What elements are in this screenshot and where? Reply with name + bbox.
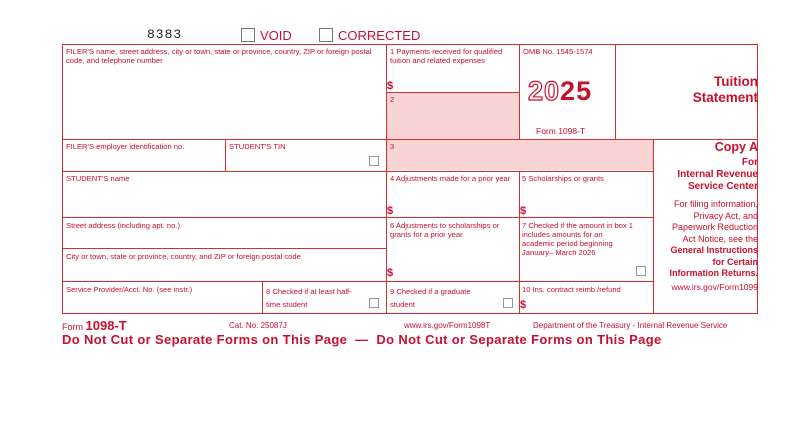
box1-input[interactable] <box>398 80 516 92</box>
copy-block <box>655 140 758 293</box>
box10-dollar: $ <box>520 299 527 311</box>
tax-year <box>528 76 592 107</box>
box10-label: 10 Ins. contract reimb./refund <box>522 285 621 294</box>
omb-number: OMB No. 1545-1574 <box>523 47 593 56</box>
box3-shade <box>387 140 653 170</box>
box2-label: 2 <box>390 95 395 104</box>
irs-line1: Internal Revenue <box>677 169 758 180</box>
gi-line2: for Certain <box>712 256 758 267</box>
student-tin-checkbox[interactable] <box>369 156 379 166</box>
street-input[interactable] <box>66 232 382 246</box>
footer-form-label: Form <box>62 322 83 332</box>
filing-line3: Paperwork Reduction <box>671 222 758 232</box>
form-title <box>620 74 758 106</box>
filing-line1: For filing information, <box>673 199 758 209</box>
box1-dollar: $ <box>387 80 394 92</box>
box2-shade <box>387 93 519 139</box>
box9-label: 9 Checked if a graduate student <box>390 287 471 309</box>
title-line2: Statement <box>692 90 758 105</box>
footer-url[interactable]: www.irs.gov/Form1098T <box>404 321 491 330</box>
tax-year-prefix: 20 <box>528 76 561 106</box>
form-code: 8383 <box>147 27 183 42</box>
form-name-small: Form 1098-T <box>536 126 586 136</box>
city-input[interactable] <box>66 263 382 279</box>
box8-label: 8 Checked if at least half-time student <box>266 287 352 309</box>
filer-name-label: FILER'S name, street address, city or town, state or province, country, ZIP or foreign postal code, and telephone number <box>66 47 372 65</box>
gi-line3: Information Returns. <box>669 268 758 278</box>
student-tin-label: STUDENT'S TIN <box>229 142 286 151</box>
box9-checkbox[interactable] <box>503 298 513 308</box>
do-not-cut-warning: Do Not Cut or Separate Forms on This Page — Do Not Cut or Separate Forms on This Page <box>62 332 662 347</box>
footer-form-name <box>62 318 127 333</box>
service-provider-label: Service Provider/Acct. No. (see instr.) <box>66 285 193 294</box>
filing-line2: Privacy Act, and <box>693 210 758 221</box>
street-label: Street address (including apt. no.) <box>66 221 180 230</box>
box4-dollar: $ <box>387 205 394 217</box>
student-name-label: STUDENT'S name <box>66 174 130 183</box>
box7-label: 7 Checked if the amount in box 1 includes amounts for an academic period beginning January– March 2026 <box>522 221 634 257</box>
tax-year-suffix: 25 <box>560 76 593 106</box>
box3-label: 3 <box>390 142 395 151</box>
footer-cat-no: Cat. No. 25087J <box>229 321 287 330</box>
void-checkbox[interactable] <box>241 28 255 42</box>
for-label: For <box>741 157 758 168</box>
copy-label: Copy A <box>714 140 758 154</box>
box4-label: 4 Adjustments made for a prior year <box>390 174 511 183</box>
box6-label: 6 Adjustments to scholarships or grants for a prior year <box>390 221 500 239</box>
footer-form-number: 1098-T <box>85 318 127 333</box>
filer-ein-label: FILER'S employer identification no. <box>66 142 185 151</box>
box7-checkbox[interactable] <box>636 266 646 276</box>
corrected-checkbox[interactable] <box>319 28 333 42</box>
corrected-label: CORRECTED <box>338 28 421 43</box>
box8-checkbox[interactable] <box>369 298 379 308</box>
irs-line2: Service Center <box>687 181 758 192</box>
city-label: City or town, state or province, country, and ZIP or foreign postal code <box>66 252 301 261</box>
gi-line1: General Instructions <box>670 245 758 255</box>
void-label: VOID <box>260 28 292 43</box>
box5-label: 5 Scholarships or grants <box>522 174 604 183</box>
title-line1: Tuition <box>714 74 758 89</box>
filing-line4: Act Notice, see the <box>682 233 758 244</box>
filer-ein-input[interactable] <box>66 152 222 168</box>
box5-dollar: $ <box>520 205 527 217</box>
footer-dept: Department of the Treasury - Internal Revenue Service <box>533 321 728 330</box>
student-name-input[interactable] <box>66 186 382 214</box>
sidebar-url[interactable]: www.irs.gov/Form1099 <box>671 281 758 292</box>
box1-label: 1 Payments received for qualified tuition and related expenses <box>390 47 503 65</box>
box6-dollar: $ <box>387 267 394 279</box>
